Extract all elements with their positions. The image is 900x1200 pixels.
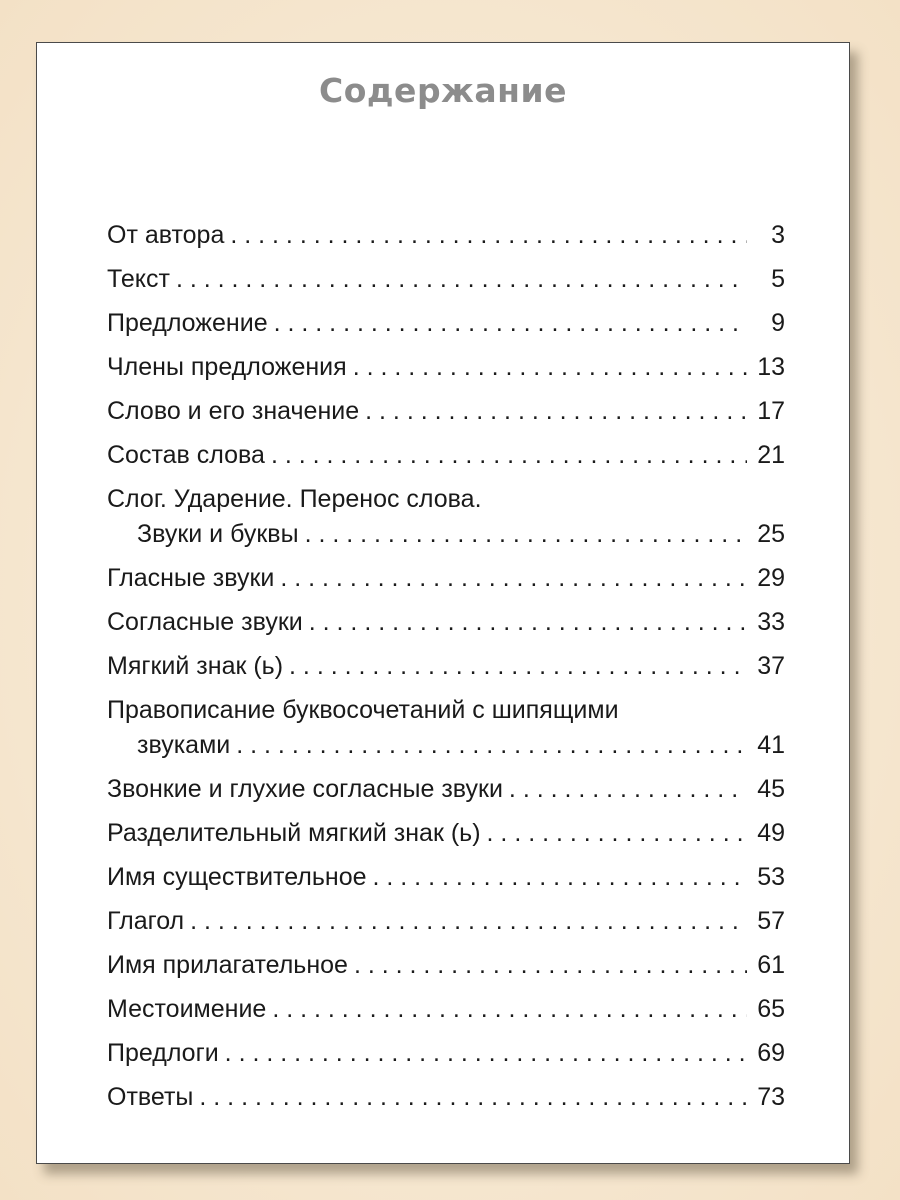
toc-entry-label: Члены предложения bbox=[107, 353, 347, 381]
dot-leader bbox=[230, 218, 747, 253]
toc-entry-label: Предложение bbox=[107, 309, 268, 337]
dot-leader bbox=[274, 306, 747, 341]
toc-entry-page: 3 bbox=[771, 221, 785, 249]
toc-entry[interactable] bbox=[107, 350, 785, 385]
toc-entry[interactable] bbox=[107, 772, 785, 807]
toc-entry-label: Предлоги bbox=[107, 1039, 219, 1067]
dot-leader bbox=[373, 860, 748, 895]
toc-entry-label: Глагол bbox=[107, 907, 185, 935]
dot-leader bbox=[236, 728, 747, 763]
toc-entry-page: 57 bbox=[757, 907, 785, 935]
toc-entry[interactable] bbox=[107, 816, 785, 851]
toc-entry-label: Гласные звуки bbox=[107, 564, 275, 592]
dot-leader bbox=[272, 992, 747, 1027]
toc-entry-label: Текст bbox=[107, 265, 170, 293]
toc-entry-page: 49 bbox=[757, 819, 785, 847]
toc-entry-page: 69 bbox=[757, 1039, 785, 1067]
dot-leader bbox=[353, 350, 747, 385]
toc-entry-label: Согласные звуки bbox=[107, 608, 303, 636]
toc-entry-label: Имя прилагательное bbox=[107, 951, 348, 979]
toc-entry-page: 9 bbox=[771, 309, 785, 337]
dot-leader bbox=[225, 1036, 747, 1071]
toc-entry-label: Слово и его значение bbox=[107, 397, 360, 425]
dot-leader bbox=[190, 904, 747, 939]
toc-entry-label-line1: Правописание буквосочетаний с шипящими bbox=[107, 696, 619, 724]
toc-entry-label: От автора bbox=[107, 221, 225, 249]
toc-entry-label: Имя существительное bbox=[107, 863, 367, 891]
dot-leader bbox=[199, 1080, 747, 1115]
toc-entry-label: Ответы bbox=[107, 1083, 194, 1111]
dot-leader bbox=[354, 948, 747, 983]
dot-leader bbox=[271, 438, 747, 473]
toc-entry-page: 25 bbox=[757, 520, 785, 548]
toc-entry-page: 5 bbox=[771, 265, 785, 293]
toc-entry[interactable] bbox=[107, 992, 785, 1027]
toc-entry[interactable] bbox=[107, 1080, 785, 1115]
toc-entry-label: Мягкий знак (ь) bbox=[107, 652, 284, 680]
toc-entry-label-line1: Слог. Ударение. Перенос слова. bbox=[107, 485, 482, 513]
page-title: Содержание bbox=[319, 71, 567, 110]
toc-entry-label: Разделительный мягкий знак (ь) bbox=[107, 819, 481, 847]
dot-leader bbox=[280, 561, 747, 596]
toc-entry[interactable] bbox=[107, 605, 785, 640]
toc-entry[interactable] bbox=[107, 860, 785, 895]
toc-entry-page: 53 bbox=[757, 863, 785, 891]
dot-leader bbox=[305, 517, 747, 552]
toc-entry-page: 21 bbox=[757, 441, 785, 469]
toc-entry[interactable] bbox=[107, 904, 785, 939]
dot-leader bbox=[176, 262, 747, 297]
toc-entry-label: звуками bbox=[137, 731, 231, 759]
toc-entry-page: 73 bbox=[757, 1083, 785, 1111]
toc-entry[interactable] bbox=[107, 394, 785, 429]
toc-entry-page: 29 bbox=[757, 564, 785, 592]
toc-entry-page: 33 bbox=[757, 608, 785, 636]
toc-entry-page: 65 bbox=[757, 995, 785, 1023]
dot-leader bbox=[509, 772, 747, 807]
toc-entry[interactable] bbox=[107, 649, 785, 684]
dot-leader bbox=[365, 394, 747, 429]
toc-entry-label: Состав слова bbox=[107, 441, 265, 469]
dot-leader bbox=[487, 816, 747, 851]
toc-entry[interactable] bbox=[107, 438, 785, 473]
toc-entry-page: 61 bbox=[757, 951, 785, 979]
toc-entry-page: 37 bbox=[757, 652, 785, 680]
toc-entry[interactable] bbox=[107, 482, 785, 552]
dot-leader bbox=[309, 605, 747, 640]
toc-entry[interactable] bbox=[107, 561, 785, 596]
toc-entry-label: Звонкие и глухие согласные звуки bbox=[107, 775, 503, 803]
table-of-contents bbox=[107, 218, 785, 1124]
toc-entry-page: 41 bbox=[757, 731, 785, 759]
toc-entry-label: Звуки и буквы bbox=[137, 520, 299, 548]
toc-entry[interactable] bbox=[107, 1036, 785, 1071]
toc-entry[interactable] bbox=[107, 948, 785, 983]
toc-entry[interactable] bbox=[107, 218, 785, 253]
toc-entry[interactable] bbox=[107, 262, 785, 297]
dot-leader bbox=[289, 649, 747, 684]
toc-entry[interactable] bbox=[107, 693, 785, 763]
toc-entry-label: Местоимение bbox=[107, 995, 267, 1023]
toc-entry[interactable] bbox=[107, 306, 785, 341]
toc-entry-page: 13 bbox=[757, 353, 785, 381]
document-page bbox=[36, 42, 850, 1164]
toc-entry-page: 45 bbox=[757, 775, 785, 803]
toc-entry-page: 17 bbox=[757, 397, 785, 425]
